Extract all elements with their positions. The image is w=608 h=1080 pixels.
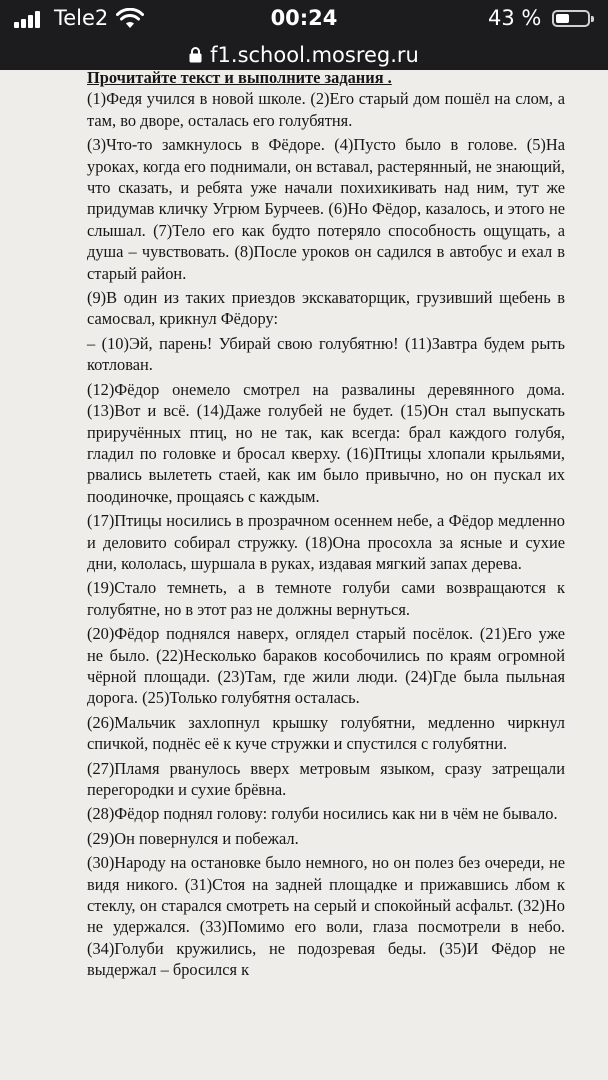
address-bar[interactable]: [0, 40, 608, 70]
assignment-text: [87, 70, 565, 984]
text-paragraph: (19)Стало темнеть, а в темноте голуби сами возвращаются к голубятне, но в этот раз не должны вернуться.: [87, 578, 565, 619]
text-paragraph: (26)Мальчик захлопнул крышку голубятни, медленно чиркнул спичкой, поднёс её к куче стружки и спустился с голубятни.: [87, 712, 565, 754]
assignment-title: Прочитайте текст и выполните задания .: [87, 70, 392, 87]
text-paragraph: (9)В один из таких приездов экскаваторщик, грузивший щебень в самосвал, крикнул Фёдору:: [87, 288, 565, 329]
text-paragraph: (3)Что-то замкнулось в Фёдоре. (4)Пусто было в голове. (5)На уроках, когда его поднимали, он вставал, растерянный, не знающий, что сказать, и ребята уже начали похихикивать над ним, тут же придумав кличку Угрюм Бурчеев. (6)Но Фёдор, казалось, и этого не слышал. (7)Тело его как будто потеряло способность ощущать, а душа – чувствовать. (8)После уроков он садился в автобус и ехал в старый район.: [87, 135, 565, 283]
text-paragraph: (29)Он повернулся и побежал.: [87, 828, 299, 848]
text-paragraph: (20)Фёдор поднялся наверх, оглядел старый посёлок. (21)Его уже не было. (22)Несколько бараков кособочились по краям огромной чёрной площади. (23)Там, где жили люди. (24)Где была пыльная дорога. (25)Только голубятня осталась.: [87, 624, 565, 708]
battery-percent: 43 %: [488, 6, 542, 30]
web-page: [0, 70, 608, 1080]
text-paragraph: (12)Фёдор онемело смотрел на развалины деревянного дома. (13)Вот и всё. (14)Даже голубей не будет. (15)Он стал выпускать приручённых птиц, но не так, как всегда: брал каждого голубя, гладил по головке и бросал кверху. (16)Птицы хлопали крыльями, рвались вылететь стаей, как им было привычно, но он пускал их поодиночке, прощаясь с каждым.: [87, 379, 565, 506]
text-paragraph: – (10)Эй, парень! Убирай свою голубятню! (11)Завтра будем рыть котлован.: [87, 333, 565, 375]
text-body: [87, 88, 565, 980]
text-paragraph: (27)Пламя рванулось вверх метровым языком, сразу затрещали перегородки и сухие брёвна.: [87, 758, 565, 799]
battery-icon: [552, 10, 590, 27]
text-paragraph: (1)Федя учился в новой школе. (2)Его старый дом пошёл на слом, а там, во дворе, осталась его голубятня.: [87, 89, 565, 130]
text-paragraph: (28)Фёдор поднял голову: голуби носились как ни в чём не бывало.: [87, 804, 558, 824]
url-text[interactable]: f1.school.mosreg.ru: [210, 43, 419, 67]
text-paragraph: (17)Птицы носились в прозрачном осеннем небе, а Фёдор медленно и деловито собирал стружку. (18)Она просохла за ясные и сухие дни, кололась, шуршала в руках, издавая мягкий запах дерева.: [87, 511, 565, 573]
lock-icon: [189, 46, 202, 62]
clock: 00:24: [270, 6, 338, 30]
battery-level-fill: [556, 14, 569, 23]
text-paragraph: (30)Народу на остановке было немного, но он полез без очереди, не видя никого. (31)Стоя на задней площадке и прижавшись лбом к стеклу, он старался смотреть на серый и спокойный асфальт. (32)Но не удержался. (33)Помимо его воли, глаза посмотрели в небо. (34)Голуби кружились, не подозревая беды. (35)И Фёдор не выдержал – бросился к: [87, 853, 565, 980]
status-bar: [0, 0, 608, 40]
carrier-name: Tele2: [54, 6, 109, 30]
